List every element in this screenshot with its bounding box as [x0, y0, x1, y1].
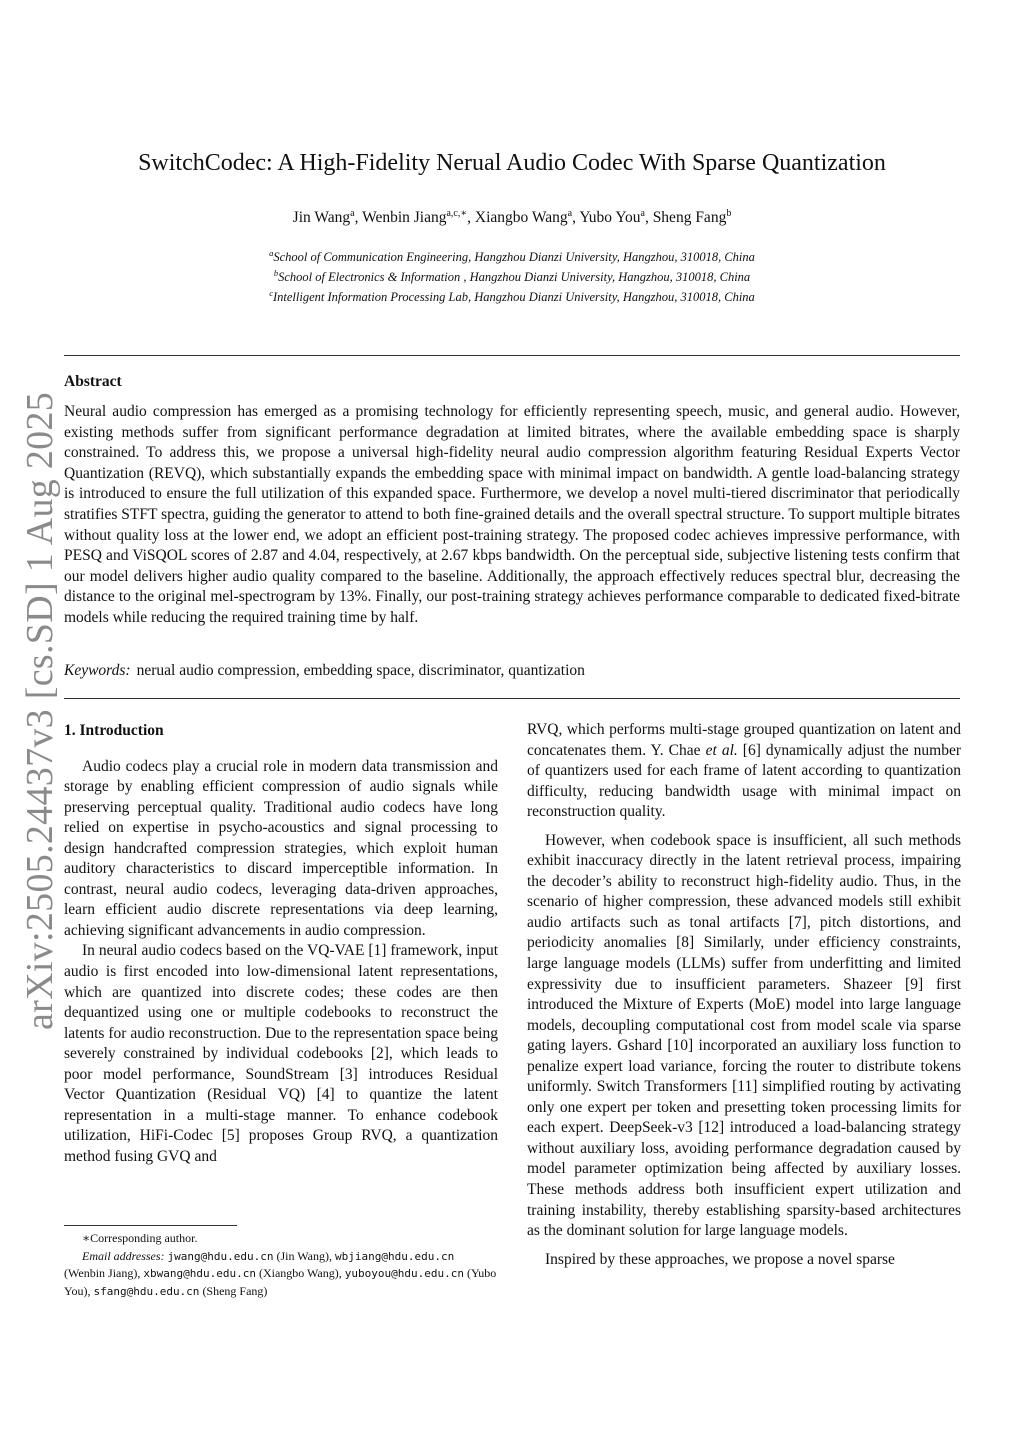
keywords	[64, 662, 960, 680]
paragraph: However, when codebook space is insufficient, all such methods exhibit inaccuracy directly in the latent retrieval process, impairing the decoder’s ability to reconstruct high-fidelity audio. Thus, in the scenario of higher compression, these advanced models still exhibit audio artifacts such as tonal artifacts [7], pitch distortions, and periodicity anomalies [8] Similarly, under efficiency constraints, large language models (LLMs) suffer from underfitting and limited expressivity due to insufficient parameters. Shazeer [9] first introduced the Mixture of Experts (MoE) model into large language models, decoupling computational cost from model scale via sparse gating layers. Gshard [10] incorporated an auxiliary loss function to penalize expert load variance, forcing the router to distribute tokens uniformly. Switch Transformers [11] simplified routing by activating only one expert per token and presetting token processing limits for each expert. DeepSeek-v3 [12] introduced a load-balancing strategy without auxiliary loss, avoiding performance degradation caused by model parameter optimization being affected by auxiliary losses. These methods address both insufficient expert utilization and training instability, thereby establishing sparsity-based architectures as the dominant solution for large language models.	[527, 831, 961, 1240]
paper-title: SwitchCodec: A High-Fidelity Nerual Audio Codec With Sparse Quantization	[138, 150, 886, 176]
paragraph: Audio codecs play a crucial role in modern data transmission and storage by enabling efficient compression of audio signals while preserving perceptual quality. Traditional audio codecs have long relied on expertise in psycho-acoustics and signal processing to design handcrafted compression strategies, which exploit human auditory characteristics to discard imperceptible information. In contrast, neural audio codecs, leveraging data-driven approaches, learn efficient audio discrete representations via deep learning, achieving significant advancements in audio compression.	[64, 757, 498, 939]
abstract-divider	[64, 698, 960, 699]
affiliation: $^a$School of Communication Engineering, Hangzhou Dianzi University, Hangzhou, 310018, China	[269, 248, 755, 265]
abstract-text: Neural audio compression has emerged as a promising technology for efficiently representing speech, music, and general audio. However, existing methods suffer from significant performance degradation at limited bitrates, where the available embedding space is sharply constrained. To address this, we propose a universal high-fidelity neural audio compression algorithm featuring Residual Experts Vector Quantization (REVQ), which substantially expands the embedding space with minimal impact on bandwidth. A gentle load-balancing strategy is introduced to ensure the full utilization of this expanded space. Furthermore, we develop a novel multi-tiered discriminator that periodically stratifies STFT spectra, guiding the generator to attend to both fine-grained details and the overall spectral structure. To support multiple bitrates without quality loss at the lower end, we adopt an efficient post-training strategy. The proposed codec achieves impressive performance, with PESQ and ViSQOL scores of 2.87 and 4.04, respectively, at 2.67 kbps bandwidth. On the perceptual side, subjective listening tests confirm that our model delivers higher audio quality compared to the baseline. Additionally, the approach effectively reduces spectral blur, decreasing the distance to the original mel-spectrogram by 13%. Finally, our post-training strategy achieves performance comparable to dedicated fixed-bitrate models while reducing the required training time by half.	[64, 403, 960, 626]
affiliation: $^b$School of Electronics & Information , Hangzhou Dianzi University, Hangzhou, 310018, China	[273, 268, 751, 285]
top-divider	[64, 355, 960, 356]
keywords-label: Keywords:	[64, 662, 131, 679]
paragraph: In neural audio codecs based on the VQ-VAE [1] framework, input audio is first encoded into low-dimensional latent representations, which are quantized into discrete codes; these codes are then dequantized using one or multiple codebooks to reconstruct the latents for audio reconstruction. Due to the representation space being severely constrained by individual codebooks [2], which leads to poor model performance, SoundStream [3] introduces Residual Vector Quantization (Residual VQ) [4] to quantize the latent representation in a multi-stage manner. To enhance codebook utilization, HiFi-Codec [5] proposes Group RVQ, a quantization method fusing GVQ and	[64, 942, 498, 1165]
author: Yubo You$^a$,	[579, 208, 653, 227]
author: Xiangbo Wang$^a$,	[474, 208, 580, 227]
footnote	[64, 1230, 498, 1300]
affiliation: $^c$Intelligent Information Processing Lab, Hangzhou Dianzi University, Hangzhou, 310018, China	[269, 288, 755, 305]
abstract-heading: Abstract	[64, 373, 122, 390]
affiliation-list	[0, 245, 1024, 305]
author-list	[0, 208, 1024, 227]
section-heading: 1. Introduction	[64, 722, 164, 739]
right-column	[527, 720, 961, 1270]
author: Sheng Fang$^b$	[652, 208, 732, 227]
author: Jin Wang$^a$,	[292, 208, 363, 227]
author: Wenbin Jiang$^{a,c,∗}$,	[362, 208, 475, 227]
footnote-divider	[64, 1225, 237, 1226]
paragraph: Inspired by these approaches, we propose a novel sparse	[545, 1250, 895, 1268]
arxiv-stamp: arXiv:2505.24437v3 [cs.SD] 1 Aug 2025	[19, 391, 61, 1030]
keywords-text: nerual audio compression, embedding space, discriminator, quantization	[136, 662, 585, 679]
left-column	[64, 720, 498, 1167]
email-addresses: Email addresses: jwang@hdu.edu.cn (Jin Wang), wbjiang@hdu.edu.cn (Wenbin Jiang), xbwang@hdu.edu.cn (Xiangbo Wang), yuboyou@hdu.edu.cn (Yubo You), sfang@hdu.edu.cn (Sheng Fang)	[64, 1248, 497, 1298]
corresponding-author-note: ∗Corresponding author.	[82, 1231, 198, 1245]
paragraph: RVQ, which performs multi-stage grouped quantization on latent and concatenates them. Y. Chae et al. [6] dynamically adjust the number of quantizers used for each frame of latent according to quantization difficulty, reducing bandwidth usage with minimal impact on reconstruction quality.	[527, 721, 961, 821]
